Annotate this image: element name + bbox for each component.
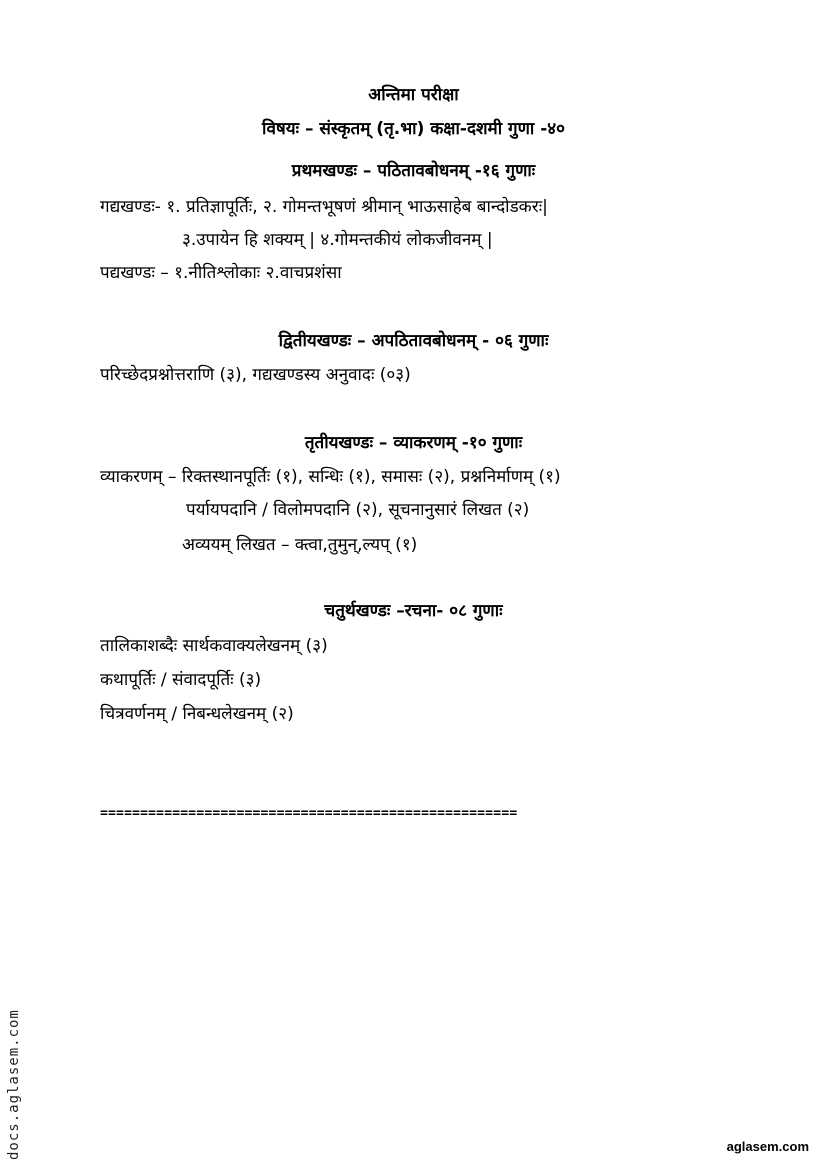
divider-line: ==================================================== [100,806,518,821]
section-1-line-1: गद्यखण्डः- १. प्रतिज्ञापूर्तिः, २. गोमन्तभूषणं श्रीमान् भाऊसाहेब बान्दोडकरः| [100,197,548,217]
section-1-heading: प्रथमखण्डः – पठितावबोधनम् -१६ गुणाः [291,161,536,181]
section-4-line-3: चित्रवर्णनम् / निबन्धलेखनम् (२) [100,704,294,724]
section-4-line-2: कथापूर्तिः / संवादपूर्तिः (३) [100,670,262,690]
section-4-heading: चतुर्थखण्डः –रचना- ०८ गुणाः [324,601,503,621]
exam-title: अन्तिमा परीक्षा [368,85,459,105]
section-2-line-1: परिच्छेदप्रश्नोत्तराणि (३), गद्यखण्डस्य अनुवादः (०३) [100,365,411,385]
corner-watermark: aglasem.com [726,1139,809,1154]
section-2-heading: द्वितीयखण्डः – अपठितावबोधनम् - ०६ गुणाः [278,331,549,351]
section-3-line-2: पर्यायपदानि / विलोमपदानि (२), सूचनानुसारं लिखत (२) [186,500,530,520]
section-3-line-3: अव्ययम् लिखत – क्त्वा,तुमुन्,ल्यप् (१) [182,535,418,555]
section-3-line-1: व्याकरणम् – रिक्तस्थानपूर्तिः (१), सन्धिः (१), समासः (२), प्रश्ननिर्माणम् (१) [100,467,561,487]
section-3-heading: तृतीयखण्डः – व्याकरणम् -१० गुणाः [304,433,523,453]
subject-line: विषयः – संस्कृतम् (तृ.भा) कक्षा-दशमी गुणा -४० [262,119,565,139]
section-4-line-1: तालिकाशब्दैः सार्थकवाक्यलेखनम् (३) [100,636,328,656]
section-1-line-3: पद्यखण्डः – १.नीतिश्लोकाः २.वाचप्रशंसा [100,263,342,283]
side-watermark: docs.aglasem.com [6,1009,22,1160]
section-1-line-2: ३.उपायेन हि शक्यम् | ४.गोमन्तकीयं लोकजीवनम् | [182,230,493,250]
